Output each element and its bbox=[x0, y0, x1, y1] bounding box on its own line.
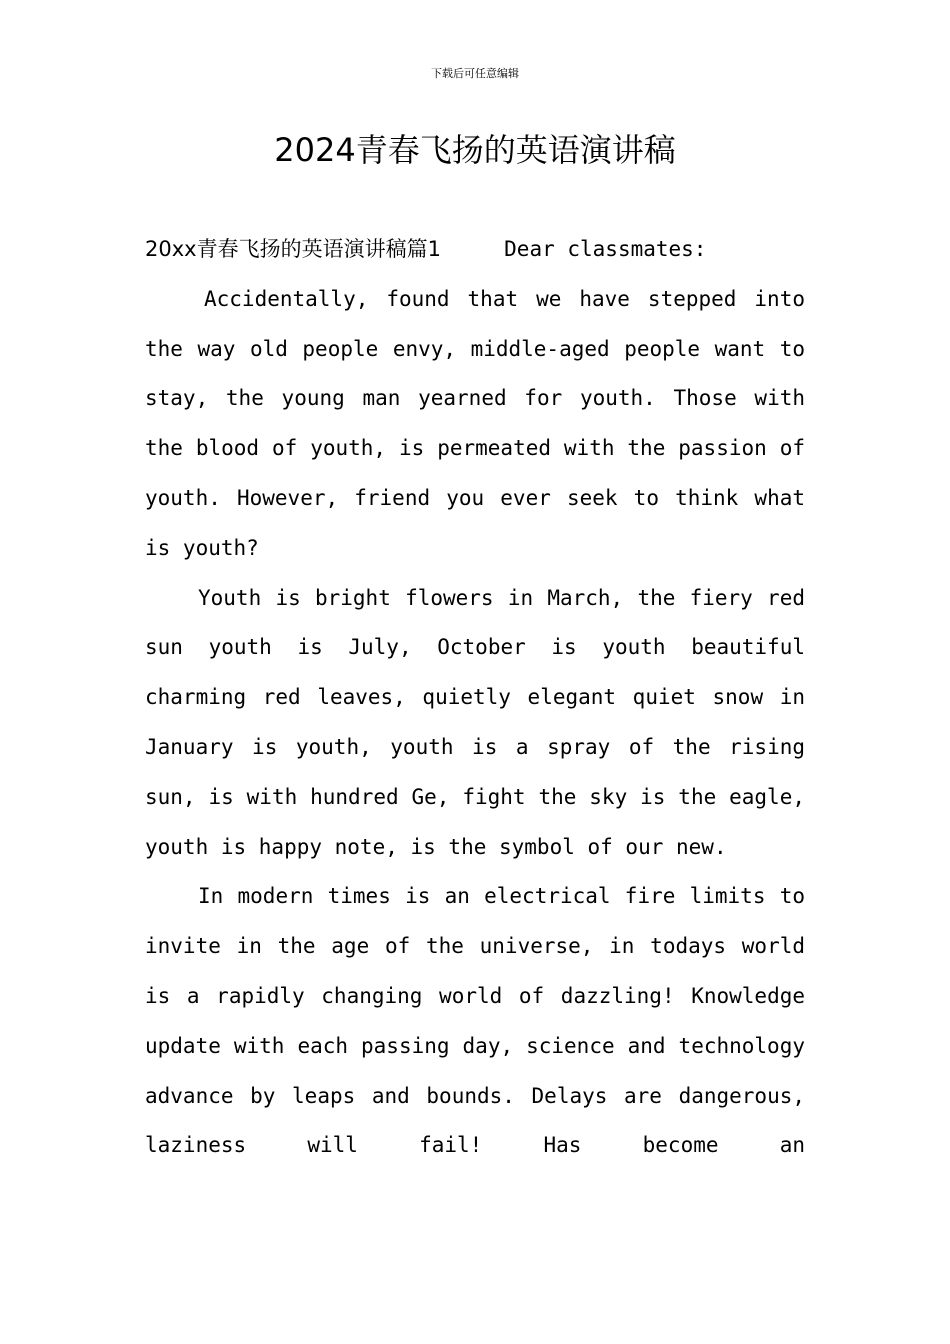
document-title: 2024青春飞扬的英语演讲稿 bbox=[274, 131, 676, 169]
section-heading-line bbox=[145, 225, 805, 275]
salutation: Dear classmates: bbox=[504, 237, 707, 261]
paragraph-1: Accidentally, found that we have stepped into the way old people envy, middle-aged people want to stay, the young man yearned for youth. Those with the blood of youth, is permeated with the passion of youth. However, friend you ever seek to think what is youth? bbox=[145, 286, 805, 560]
header-note: 下载后可任意编辑 bbox=[431, 67, 519, 80]
document-body bbox=[145, 225, 805, 1171]
paragraph-3: In modern times is an electrical fire limits to invite in the age of the universe, in todays world is a rapidly changing world of dazzling! Knowledge update with each passing day, science and technology advance by leaps and bounds. Delays are dangerous, laziness will fail! Has become an bbox=[145, 884, 805, 1158]
paragraph-2: Youth is bright flowers in March, the fiery red sun youth is July, October is youth beautiful charming red leaves, quietly elegant quiet snow in January is youth, youth is a spray of the rising sun, is with hundred Ge, fight the sky is the eagle, youth is happy note, is the symbol of our new. bbox=[145, 585, 805, 859]
section-heading: 20xx青春飞扬的英语演讲稿篇1 bbox=[145, 237, 441, 261]
